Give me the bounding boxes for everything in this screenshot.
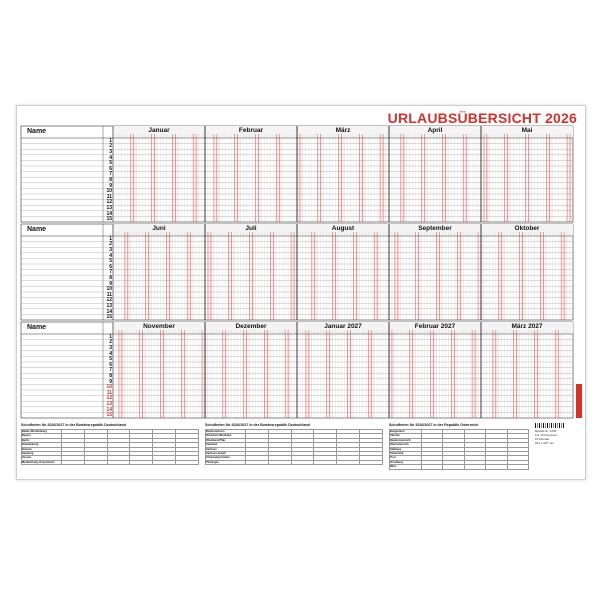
barcode — [535, 423, 565, 428]
grid-cell — [264, 334, 270, 418]
state-name: Sachsen-Anhalt — [206, 451, 246, 455]
state-name: Tirol — [390, 456, 422, 460]
grid-cell — [297, 138, 303, 222]
grid-cell — [276, 138, 282, 222]
state-name: Rheinland-Pfalz — [206, 438, 246, 442]
row-number: 3 — [109, 149, 112, 155]
month-label: September — [418, 224, 452, 232]
row-number: 9 — [109, 182, 112, 189]
row-number: 7 — [109, 367, 112, 374]
row-number: 10 — [106, 384, 112, 391]
grid-cell — [526, 138, 532, 222]
month-label: Februar 2027 — [414, 322, 456, 330]
side-strip — [575, 126, 584, 421]
grid-cell — [306, 334, 312, 418]
row-number: 13 — [106, 401, 112, 407]
grid-cell — [431, 334, 437, 418]
month-label: November — [143, 322, 175, 330]
date-cell — [360, 460, 383, 464]
row-number: 7 — [109, 171, 112, 178]
grid-cell — [235, 138, 241, 222]
month-label: Januar 2027 — [324, 322, 362, 330]
row-number: 8 — [109, 373, 112, 379]
state-name: Bremen — [22, 447, 62, 451]
row-number: 12 — [106, 297, 112, 304]
month-label: April — [427, 126, 443, 134]
state-name: Schleswig-Holstein — [206, 456, 246, 460]
table-title: Schulferien für 2026/2027 in der Republik Österreich — [389, 423, 479, 427]
row-number: 11 — [106, 389, 112, 396]
grid-cell — [250, 236, 256, 320]
grid-cell — [410, 334, 416, 418]
state-name: Sachsen — [206, 447, 246, 451]
row-number: 7 — [109, 269, 112, 276]
grid-cell — [223, 334, 229, 418]
row-number: 6 — [109, 361, 112, 368]
grid-cell — [214, 138, 220, 222]
row-number: 1 — [109, 137, 112, 144]
grid-cell — [416, 236, 422, 320]
row-number: 12 — [106, 395, 112, 402]
grid-cell — [401, 138, 407, 222]
grid-cell — [333, 236, 339, 320]
grid-cell — [125, 236, 131, 320]
name-column-header: Name — [27, 128, 47, 135]
row-number: 4 — [109, 154, 112, 161]
state-name: Kärnten — [390, 434, 422, 438]
grid-cell — [359, 138, 365, 222]
date-cell — [268, 460, 291, 464]
date-cell — [337, 460, 360, 464]
grid-cell — [374, 236, 380, 320]
table-row — [206, 460, 383, 464]
grid-cell — [229, 236, 235, 320]
grid-cell — [255, 138, 261, 222]
month-label: Juli — [245, 224, 257, 232]
grid-cell — [181, 334, 187, 418]
row-number: 1 — [109, 235, 112, 242]
holiday-table-germany-2 — [205, 423, 383, 475]
month-label: Oktober — [514, 224, 540, 232]
date-cell — [486, 465, 507, 469]
month-label: März 2027 — [511, 322, 543, 330]
state-name: Salzburg — [390, 447, 422, 451]
grid-cell — [152, 138, 158, 222]
grid-cell — [389, 334, 395, 418]
grid-cell — [422, 138, 428, 222]
date-cell — [507, 465, 528, 469]
table-row — [390, 465, 529, 469]
grid-cell — [353, 236, 359, 320]
date-cell — [107, 460, 130, 464]
product-info — [535, 423, 573, 445]
holiday-tables — [21, 423, 571, 475]
table-title: Schulferien für 2026/2027 in der Bundesrepublik Deutschland — [21, 423, 126, 427]
grid-cell — [540, 236, 546, 320]
row-number: 5 — [109, 258, 112, 265]
row-number: 2 — [109, 143, 112, 150]
grid-cell — [514, 334, 520, 418]
row-number: 9 — [109, 378, 112, 385]
table-title: Schulferien für 2026/2027 in der Bundesrepublik Deutschland — [205, 423, 310, 427]
row-number: 13 — [106, 205, 112, 211]
month-label: Februar — [238, 126, 264, 134]
info-line: 601 x 397 mm — [535, 441, 555, 445]
date-cell — [291, 460, 314, 464]
row-number: 10 — [106, 286, 112, 293]
grid-cell — [567, 138, 573, 222]
grid-cell — [380, 138, 386, 222]
row-number: 6 — [109, 165, 112, 172]
row-number: 3 — [109, 345, 112, 351]
grid-cell — [442, 138, 448, 222]
grid-cell — [484, 138, 490, 222]
date-cell — [443, 465, 464, 469]
month-label: August — [331, 224, 355, 232]
month-label: Januar — [148, 126, 170, 134]
row-number: 8 — [109, 275, 112, 281]
state-name: Wien — [390, 465, 422, 469]
grid-cell — [472, 334, 478, 418]
row-number: 13 — [106, 303, 112, 309]
state-name: Niedersachsen — [206, 430, 246, 434]
state-name: Hamburg — [22, 451, 62, 455]
row-number: 3 — [109, 247, 112, 253]
row-number: 2 — [109, 241, 112, 248]
grid-cell — [505, 138, 511, 222]
grid-cell — [561, 236, 567, 320]
planner-title: URLAUBSÜBERSICHT 2026 — [387, 110, 577, 126]
grid-cell — [187, 236, 193, 320]
row-number: 6 — [109, 263, 112, 270]
date-cell — [176, 460, 199, 464]
legend-marker — [576, 412, 582, 418]
grid-cell — [131, 138, 137, 222]
holiday-table-austria — [389, 423, 529, 475]
grid-cell — [285, 334, 291, 418]
grid-cell — [395, 236, 401, 320]
grid-cell — [270, 236, 276, 320]
row-number: 9 — [109, 280, 112, 287]
grid-cell — [339, 138, 345, 222]
grid-cell — [208, 236, 214, 320]
grid-cell — [463, 138, 469, 222]
grid-cell — [546, 138, 552, 222]
info-line: 15 Monate — [535, 437, 550, 441]
grid-cell — [318, 138, 324, 222]
state-name: Baden-Württemberg — [22, 430, 62, 434]
state-name: Burgenland — [390, 430, 422, 434]
row-number: 4 — [109, 252, 112, 259]
state-name: Bayern — [22, 434, 62, 438]
holiday-table — [21, 429, 199, 465]
grid-cell — [534, 334, 540, 418]
date-cell — [421, 465, 442, 469]
state-name: Niederösterreich — [390, 438, 422, 442]
name-column-header: Name — [27, 226, 47, 233]
date-cell — [245, 460, 268, 464]
state-name: Steiermark — [390, 451, 422, 455]
row-number: 5 — [109, 356, 112, 363]
date-cell — [84, 460, 107, 464]
row-number: 2 — [109, 339, 112, 346]
row-number: 14 — [106, 210, 112, 217]
grid-cell — [312, 236, 318, 320]
row-number: 14 — [106, 308, 112, 315]
month-label: Juni — [152, 224, 166, 232]
holiday-table — [389, 429, 529, 470]
state-name: Thüringen — [206, 460, 246, 464]
name-column-header: Name — [27, 324, 47, 331]
grid-cell — [457, 236, 463, 320]
row-number: 5 — [109, 160, 112, 167]
holiday-table — [205, 429, 383, 465]
grid-cell — [140, 334, 146, 418]
date-cell — [464, 465, 485, 469]
grid-cell — [368, 334, 374, 418]
row-number: 15 — [106, 216, 112, 223]
row-number: 11 — [106, 193, 112, 200]
grid-cell — [520, 236, 526, 320]
grid-cell — [493, 334, 499, 418]
info-line: Bestell-Nr. 1240 — [535, 429, 557, 433]
date-cell — [130, 460, 153, 464]
state-name: Brandenburg — [22, 443, 62, 447]
grid-cell — [451, 334, 457, 418]
date-cell — [61, 460, 84, 464]
row-number: 8 — [109, 177, 112, 183]
row-number: 10 — [106, 188, 112, 195]
row-number: 11 — [106, 291, 112, 298]
grid-cell — [347, 334, 353, 418]
state-name: Nordrhein-Westfalen — [206, 434, 246, 438]
state-name: Berlin — [22, 438, 62, 442]
state-name: Vorarlberg — [390, 460, 422, 464]
grid-cell — [166, 236, 172, 320]
grid-cell — [172, 138, 178, 222]
grid-cell — [499, 236, 505, 320]
month-label: Dezember — [235, 322, 267, 330]
state-name: Oberösterreich — [390, 443, 422, 447]
grid-cell — [244, 334, 250, 418]
table-row — [22, 460, 199, 464]
grid-cell — [160, 334, 166, 418]
row-number: 4 — [109, 350, 112, 357]
info-line: Für 15 Personen — [535, 433, 558, 437]
state-name: Hessen — [22, 456, 62, 460]
date-cell — [314, 460, 337, 464]
date-cell — [153, 460, 176, 464]
row-number: 12 — [106, 199, 112, 206]
row-number: 15 — [106, 314, 112, 321]
holiday-table-germany-1 — [21, 423, 199, 475]
grid-cell — [327, 334, 333, 418]
row-number: 14 — [106, 406, 112, 413]
state-name: Saarland — [206, 443, 246, 447]
grid-cell — [436, 236, 442, 320]
grid-cell — [555, 334, 561, 418]
grid-cell — [193, 138, 199, 222]
planner-sheet — [16, 105, 586, 480]
month-label: Mai — [521, 126, 533, 134]
row-number: 15 — [106, 412, 112, 419]
row-number: 1 — [109, 333, 112, 340]
grid-cell — [291, 236, 297, 320]
month-label: März — [335, 126, 351, 134]
state-name: Mecklenburg-Vorpommern — [22, 460, 62, 464]
grid-cell — [119, 334, 125, 418]
grid-cell — [146, 236, 152, 320]
